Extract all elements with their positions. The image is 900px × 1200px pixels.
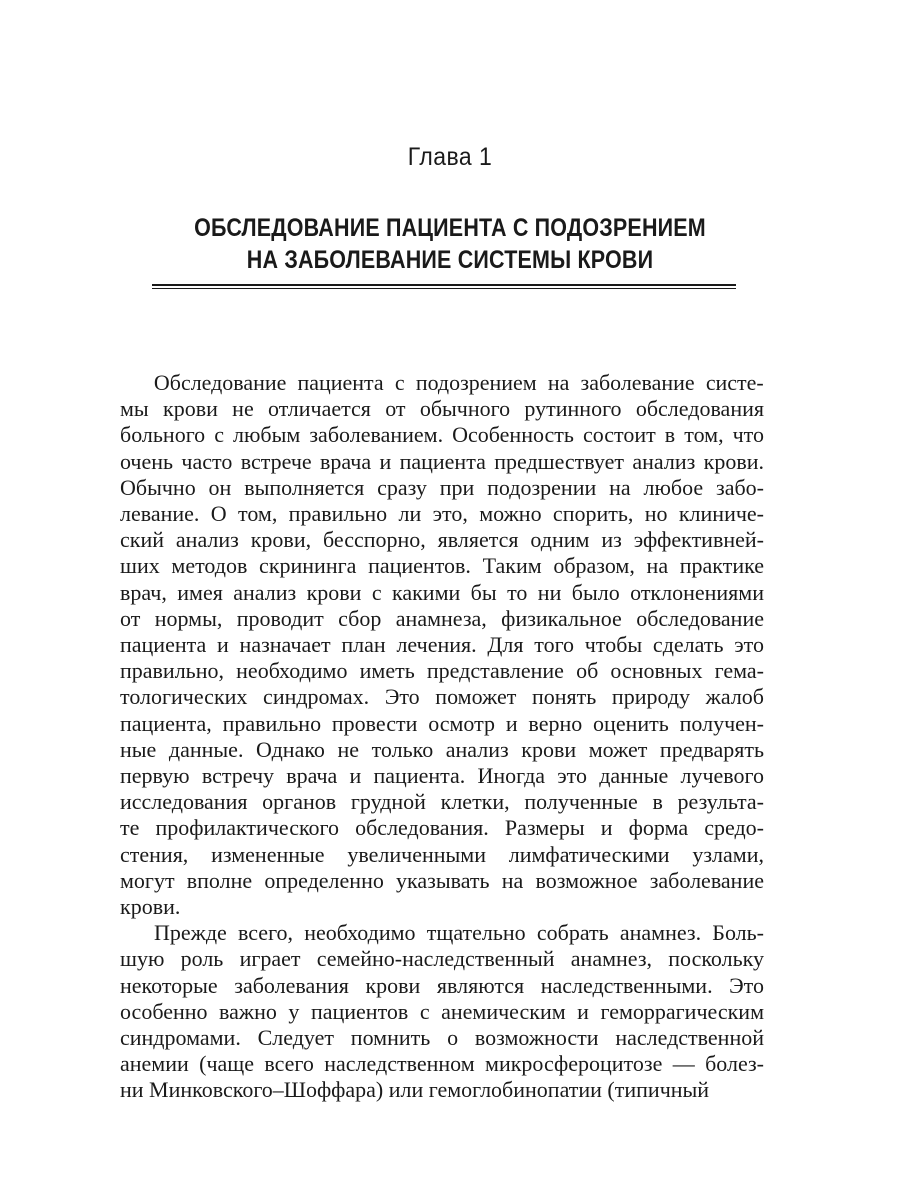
chapter-title-line: НА ЗАБОЛЕВАНИЕ СИСТЕМЫ КРОВИ [246,246,654,274]
text-line: синдромами. Следует помнить о возможности наследственной [120,1025,764,1051]
text-line: ших методов скрининга пациентов. Таким образом, на практике [120,553,764,579]
text-line: шую роль играет семейно-наследственный анамнез, поскольку [120,946,764,972]
chapter-label: Глава 1 [407,143,493,171]
title-rule-thin [152,288,736,289]
text-line: анемии (чаще всего наследственном микросфероцитозе — болез- [120,1051,764,1077]
text-line: левание. О том, правильно ли это, можно спорить, но клиниче- [120,501,764,527]
paragraph [120,920,764,1103]
text-line: крови. [120,894,181,920]
text-line: могут вполне определенно указывать на возможное заболевание [120,867,764,893]
chapter-title [120,212,780,276]
text-line: ные данные. Однако не только анализ крови может предварять [120,736,764,762]
text-line: стения, измененные увеличенными лимфатическими узлами, [120,841,764,867]
text-line: тологических синдромах. Это поможет понять природу жалоб [120,684,764,710]
paragraph [120,370,764,920]
text-line: мы крови не отличается от обычного рутинного обследования [120,396,764,422]
text-line: исследования органов грудной клетки, полученные в результа- [120,789,764,815]
text-line: Прежде всего, необходимо тщательно собрать анамнез. Боль- [154,920,764,946]
text-line: очень часто встрече врача и пациента предшествует анализ крови. [120,448,764,474]
text-line: ский анализ крови, бесспорно, является одним из эффективней- [120,527,764,553]
text-line: те профилактического обследования. Размеры и форма средо- [120,815,764,841]
text-line: ни Минковского–Шоффара) или гемоглобинопатии (типичный [120,1077,710,1103]
chapter-title-line: ОБСЛЕДОВАНИЕ ПАЦИЕНТА С ПОДОЗРЕНИЕМ [194,214,706,242]
text-line: пациента и назначает план лечения. Для того чтобы сделать это [120,632,764,658]
title-rule-thick [152,284,736,286]
text-line: Обычно он выполняется сразу при подозрении на любое забо- [120,474,764,500]
text-line: Обследование пациента с подозрением на заболевание систе- [153,370,764,395]
text-line: больного с любым заболеванием. Особенность состоит в том, что [120,422,764,448]
text-line: врач, имея анализ крови с какими бы то ни было отклонениями [120,579,764,605]
text-line: от нормы, проводит сбор анамнеза, физикальное обследование [120,605,764,631]
text-line: особенно важно у пациентов с анемическим и геморрагическим [120,998,764,1024]
text-line: некоторые заболевания крови являются наследственными. Это [120,972,764,998]
text-line: правильно, необходимо иметь представление об основных гема- [120,658,764,684]
body-text [120,370,764,1104]
text-line: пациента, правильно провести осмотр и верно оценить получен- [120,710,764,736]
text-line: первую встречу врача и пациента. Иногда это данные лучевого [120,763,764,789]
